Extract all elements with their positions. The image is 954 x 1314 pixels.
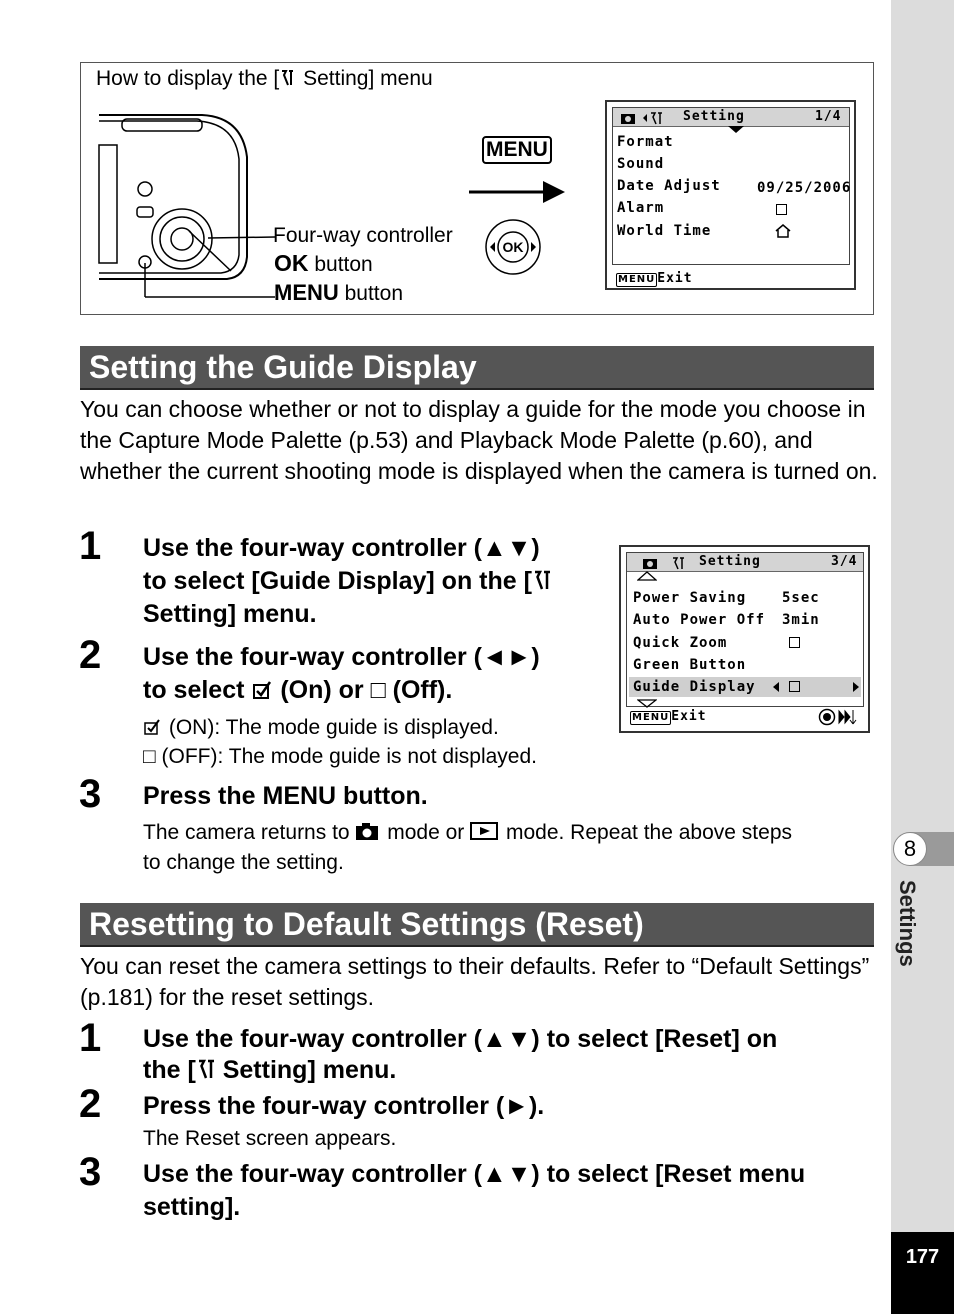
setting-menu-screen-3 xyxy=(619,545,870,733)
four-way-controller-label: Four-way controller xyxy=(273,224,453,247)
lcd2-row-power-saving: Power Saving xyxy=(633,590,747,606)
menu-key-icon: MENU xyxy=(482,136,552,164)
note-off: □ (OFF): The mode guide is not displayed. xyxy=(143,745,537,768)
lcd2-row-guide-display: Guide Display xyxy=(633,679,756,695)
lcd1-date-value: 09/25/2006 xyxy=(757,180,852,196)
step-3-number: 3 xyxy=(79,772,102,816)
diagram-caption: How to display the [ Setting] menu xyxy=(96,67,433,90)
ok-controller-icon xyxy=(484,218,542,276)
note-on: (ON): The mode guide is displayed. xyxy=(143,713,499,743)
lcd2-header xyxy=(627,553,863,572)
wrench-icon xyxy=(279,69,297,87)
guide-display-off-box-icon xyxy=(789,681,800,692)
menu-diagram-box xyxy=(80,62,874,315)
lcd1-item-format: Format xyxy=(617,134,674,150)
setting-menu-screen-1 xyxy=(605,100,856,290)
checkbox-on-icon xyxy=(251,679,273,701)
lcd1-header xyxy=(613,108,849,127)
reset-step-2-text: Press the four-way controller (►). xyxy=(143,1092,545,1120)
lcd2-value-power-saving: 5sec xyxy=(782,590,820,606)
right-arrow-icon xyxy=(852,682,860,692)
wrench-icon xyxy=(196,1058,216,1080)
page-number: 177 xyxy=(891,1232,954,1314)
lcd2-row-green-button: Green Button xyxy=(633,657,747,673)
ok-button-label: OK button xyxy=(274,250,373,276)
reset-step-1-number: 1 xyxy=(79,1016,102,1060)
alarm-off-box-icon xyxy=(776,204,787,215)
lcd1-exit: MENU Exit xyxy=(618,271,693,286)
playback-icon xyxy=(470,821,500,841)
lcd2-page: 3/4 xyxy=(831,554,858,569)
lcd1-item-date-adjust: Date Adjust xyxy=(617,178,721,194)
lcd2-value-auto-power-off: 3min xyxy=(782,612,820,628)
home-icon xyxy=(775,224,791,238)
section2-intro: You can reset the camera settings to their defaults. Refer to “Default Settings” (p.181) for the reset settings. xyxy=(80,953,870,1010)
lcd2-row-quick-zoom: Quick Zoom xyxy=(633,635,728,651)
lcd2-row-auto-power-off: Auto Power Off xyxy=(633,612,766,628)
left-arrow-icon xyxy=(772,682,780,692)
right-arrow-icon xyxy=(469,177,569,207)
lcd1-title: Setting xyxy=(683,109,745,124)
checkbox-on-icon xyxy=(143,717,163,737)
section-heading-guide-display: Setting the Guide Display xyxy=(80,346,874,390)
lcd1-item-alarm: Alarm xyxy=(617,200,665,216)
chapter-label: Settings xyxy=(895,880,920,967)
camera-icon xyxy=(355,821,381,841)
lcd2-title: Setting xyxy=(699,554,761,569)
reset-step-3-text: Use the four-way controller (▲▼) to select [Reset menu setting]. xyxy=(143,1160,806,1221)
scroll-up-indicator-icon xyxy=(637,571,657,581)
ok-confirm-icon xyxy=(818,708,860,726)
quick-zoom-off-box-icon xyxy=(789,637,800,648)
lcd2-exit: MENU Exit xyxy=(632,709,707,724)
reset-step-3-number: 3 xyxy=(79,1150,102,1194)
chapter-number: 8 xyxy=(893,832,927,866)
camera-wrench-tab-icons xyxy=(633,556,693,570)
reset-step-2-note: The Reset screen appears. xyxy=(143,1127,397,1150)
lcd1-item-world-time: World Time xyxy=(617,223,712,239)
scroll-down-indicator-icon xyxy=(728,126,744,134)
svg-text:OK: OK xyxy=(502,239,524,255)
step-1-text: Use the four-way controller (▲▼) to select [Guide Display] on the [ Setting] menu. xyxy=(143,532,603,631)
scroll-down-indicator-icon xyxy=(637,699,657,708)
section-heading-reset: Resetting to Default Settings (Reset) xyxy=(80,903,874,947)
lcd1-item-sound: Sound xyxy=(617,156,665,172)
step-1-number: 1 xyxy=(79,524,102,568)
section1-intro: You can choose whether or not to display a guide for the mode you choose in the Capture Mode Palette (p.53) and Playback Mode Palette (p.60), and whether the current shooting mode is displayed when the camera is turned on. xyxy=(80,396,878,484)
reset-step-1-text: Use the four-way controller (▲▼) to select [Reset] on the [ Setting] menu. xyxy=(143,1025,778,1084)
step-2-text: Use the four-way controller (◄►) to select (On) or □ (Off). xyxy=(143,643,540,704)
reset-step-2-number: 2 xyxy=(79,1082,102,1126)
menu-button-label: MENU button xyxy=(274,280,404,305)
lcd1-page: 1/4 xyxy=(815,109,842,124)
step-2-number: 2 xyxy=(79,633,102,677)
wrench-icon xyxy=(532,569,552,591)
chapter-side-tab xyxy=(891,0,954,1314)
camera-wrench-tab-icons xyxy=(619,111,679,125)
step-3-text: Press the MENU button. xyxy=(143,782,428,810)
step-3-note: The camera returns to mode or mode. Repeat the above steps to change the setting. xyxy=(143,821,792,874)
